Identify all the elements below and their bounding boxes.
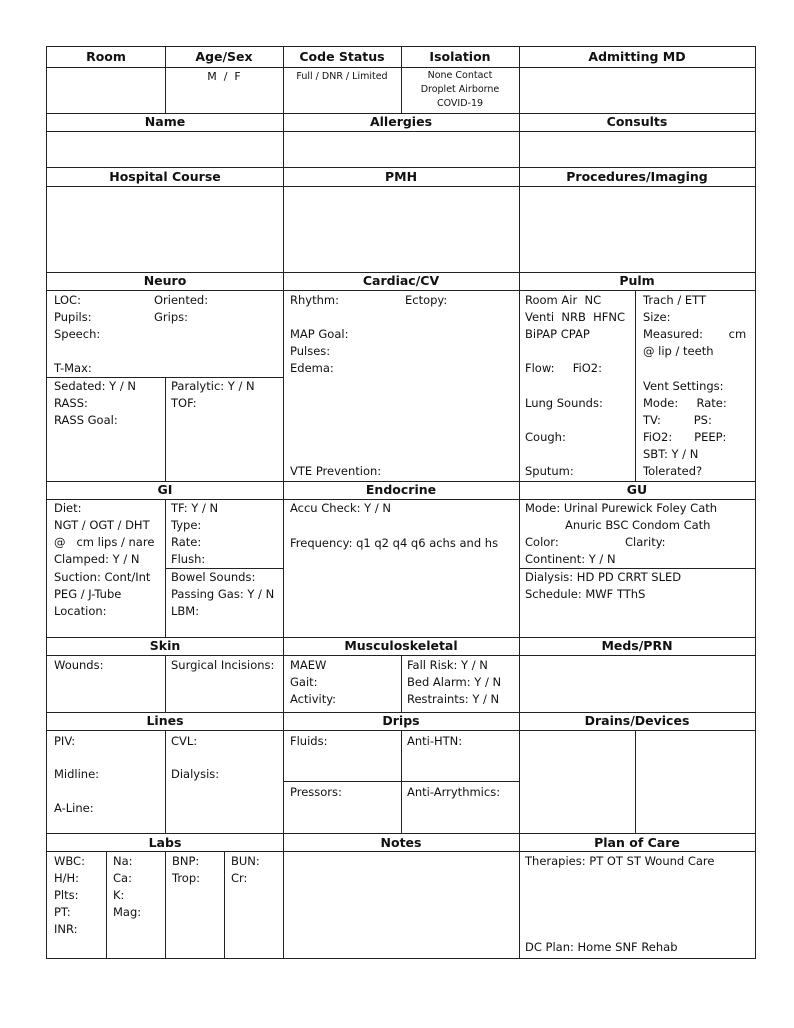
- neuro-pupils: Pupils:: [54, 310, 92, 324]
- pmh-header: PMH: [384, 169, 418, 184]
- notes-header: Notes: [380, 835, 422, 850]
- divider: [47, 167, 755, 168]
- endocrine-header: Endocrine: [365, 482, 437, 497]
- pulm-fio2-peep: FiO2: PEEP:: [643, 430, 727, 444]
- lines-aline: A-Line:: [54, 801, 94, 815]
- code-status-options[interactable]: Full / DNR / Limited: [296, 71, 388, 82]
- gu-header: GU: [626, 482, 648, 497]
- pulm-o2-line2: Venti NRB HFNC: [525, 310, 626, 324]
- gi-at-cm: @ cm lips / nare: [54, 535, 155, 549]
- endocrine-accu-check: Accu Check: Y / N: [290, 501, 391, 515]
- neuro-rass: RASS:: [54, 396, 88, 410]
- drips-header: Drips: [382, 713, 420, 728]
- drips-pressors: Pressors:: [290, 785, 342, 799]
- isolation-option-3[interactable]: COVID-19: [436, 98, 484, 109]
- gi-ngt: NGT / OGT / DHT: [54, 518, 150, 532]
- gi-type: Type:: [171, 518, 202, 532]
- divider: [401, 655, 402, 712]
- pulm-size: Size:: [643, 310, 671, 324]
- neuro-tmax: T-Max:: [54, 361, 92, 375]
- drains-header: Drains/Devices: [584, 713, 690, 728]
- gi-passing-gas: Passing Gas: Y / N: [171, 587, 275, 601]
- gu-color: Color:: [525, 535, 559, 549]
- divider: [47, 186, 755, 187]
- cardiac-pulses: Pulses:: [290, 344, 331, 358]
- plan-dc-plan: DC Plan: Home SNF Rehab: [525, 940, 678, 954]
- gi-bowel-sounds: Bowel Sounds:: [171, 570, 256, 584]
- gu-continent: Continent: Y / N: [525, 552, 616, 566]
- lab-bnp: BNP:: [172, 854, 200, 868]
- isolation-option-1[interactable]: None Contact: [427, 70, 493, 81]
- pulm-tolerated: Tolerated?: [643, 464, 703, 478]
- drips-anti-htn: Anti-HTN:: [407, 734, 463, 748]
- msk-bed-alarm: Bed Alarm: Y / N: [407, 675, 502, 689]
- pulm-lip-teeth: @ lip / teeth: [643, 344, 714, 358]
- hospital-course-header: Hospital Course: [109, 169, 221, 184]
- consults-header: Consults: [606, 114, 668, 129]
- gu-schedule: Schedule: MWF TThS: [525, 587, 646, 601]
- lab-plts: Plts:: [54, 888, 79, 902]
- msk-maew: MAEW: [290, 658, 327, 672]
- neuro-rass-goal: RASS Goal:: [54, 413, 118, 427]
- pulm-o2-line1: Room Air NC: [525, 293, 602, 307]
- pulm-trach: Trach / ETT: [643, 293, 707, 307]
- divider: [165, 499, 166, 637]
- endocrine-frequency: Frequency: q1 q2 q4 q6 achs and hs: [290, 536, 499, 550]
- neuro-header: Neuro: [143, 273, 187, 288]
- meds-header: Meds/PRN: [601, 638, 673, 653]
- lab-cr: Cr:: [231, 871, 248, 885]
- gi-header: GI: [157, 482, 173, 497]
- pulm-sbt: SBT: Y / N: [643, 447, 699, 461]
- divider: [47, 833, 755, 834]
- gi-flush: Flush:: [171, 552, 206, 566]
- isolation-header: Isolation: [429, 49, 491, 64]
- gi-peg: PEG / J-Tube: [54, 587, 122, 601]
- isolation-option-2[interactable]: Droplet Airborne: [420, 84, 500, 95]
- neuro-loc: LOC:: [54, 293, 81, 307]
- plan-header: Plan of Care: [594, 835, 680, 850]
- lab-wbc: WBC:: [54, 854, 85, 868]
- pulm-tv-ps: TV: PS:: [643, 413, 712, 427]
- lab-mag: Mag:: [113, 905, 142, 919]
- lab-k: K:: [113, 888, 125, 902]
- divider: [106, 851, 107, 958]
- labs-header: Labs: [148, 835, 182, 850]
- neuro-grips: Grips:: [154, 310, 189, 324]
- lab-ca: Ca:: [113, 871, 132, 885]
- gi-rate: Rate:: [171, 535, 202, 549]
- cardiac-map-goal: MAP Goal:: [290, 327, 349, 341]
- nursing-report-sheet: [46, 46, 756, 959]
- lab-hh: H/H:: [54, 871, 80, 885]
- neuro-paralytic: Paralytic: Y / N: [171, 379, 255, 393]
- divider: [224, 851, 225, 958]
- cardiac-edema: Edema:: [290, 361, 334, 375]
- pulm-header: Pulm: [619, 273, 655, 288]
- gi-diet: Diet:: [54, 501, 82, 515]
- procedures-header: Procedures/Imaging: [566, 169, 708, 184]
- admitting-md-header: Admitting MD: [588, 49, 686, 64]
- room-header: Room: [86, 49, 126, 64]
- lab-bun: BUN:: [231, 854, 260, 868]
- pulm-cough: Cough:: [525, 430, 566, 444]
- skin-wounds: Wounds:: [54, 658, 104, 672]
- gu-clarity: Clarity:: [625, 535, 666, 549]
- code-status-header: Code Status: [299, 49, 385, 64]
- plan-therapies: Therapies: PT OT ST Wound Care: [525, 854, 715, 868]
- pulm-o2-line3: BiPAP CPAP: [525, 327, 590, 341]
- divider: [401, 730, 402, 833]
- lines-midline: Midline:: [54, 767, 100, 781]
- gu-dialysis: Dialysis: HD PD CRRT SLED: [525, 570, 682, 584]
- age-sex-options[interactable]: M / F: [207, 70, 241, 83]
- gi-suction: Suction: Cont/Int: [54, 570, 151, 584]
- gu-mode: Mode: Urinal Purewick Foley Cath: [525, 501, 718, 515]
- name-header: Name: [144, 114, 186, 129]
- neuro-sedated: Sedated: Y / N: [54, 379, 136, 393]
- gi-lbm: LBM:: [171, 604, 200, 618]
- pulm-mode-rate: Mode: Rate:: [643, 396, 727, 410]
- cardiac-rhythm: Rhythm:: [290, 293, 339, 307]
- msk-fall-risk: Fall Risk: Y / N: [407, 658, 488, 672]
- gi-clamped: Clamped: Y / N: [54, 552, 140, 566]
- skin-header: Skin: [149, 638, 181, 653]
- cardiac-vte: VTE Prevention:: [290, 464, 382, 478]
- pulm-measured: Measured: cm: [643, 327, 747, 341]
- pulm-sputum: Sputum:: [525, 464, 574, 478]
- divider: [47, 290, 755, 291]
- skin-surgical: Surgical Incisions:: [171, 658, 275, 672]
- lab-pt: PT:: [54, 905, 71, 919]
- msk-restraints: Restraints: Y / N: [407, 692, 500, 706]
- lab-na: Na:: [113, 854, 133, 868]
- gu-mode2: Anuric BSC Condom Cath: [565, 518, 711, 532]
- divider: [47, 131, 755, 132]
- lab-inr: INR:: [54, 922, 78, 936]
- lab-trop: Trop:: [172, 871, 201, 885]
- divider: [165, 851, 166, 958]
- neuro-speech: Speech:: [54, 327, 101, 341]
- gi-tf: TF: Y / N: [171, 501, 219, 515]
- age-sex-header: Age/Sex: [195, 49, 253, 64]
- lines-piv: PIV:: [54, 734, 76, 748]
- divider: [47, 851, 755, 852]
- pulm-vent-settings: Vent Settings:: [643, 379, 724, 393]
- cardiac-header: Cardiac/CV: [362, 273, 440, 288]
- drips-anti-arrythmics: Anti-Arrythmics:: [407, 785, 501, 799]
- allergies-header: Allergies: [369, 114, 433, 129]
- lines-cvl: CVL:: [171, 734, 198, 748]
- msk-header: Musculoskeletal: [344, 638, 458, 653]
- drips-fluids: Fluids:: [290, 734, 328, 748]
- pulm-flow: Flow: FiO2:: [525, 361, 602, 375]
- neuro-oriented: Oriented:: [154, 293, 209, 307]
- divider: [165, 377, 166, 481]
- divider: [635, 730, 636, 833]
- divider: [635, 290, 636, 481]
- pulm-lung-sounds: Lung Sounds:: [525, 396, 603, 410]
- msk-activity: Activity:: [290, 692, 337, 706]
- neuro-tof: TOF:: [171, 396, 197, 410]
- lines-header: Lines: [146, 713, 184, 728]
- msk-gait: Gait:: [290, 675, 318, 689]
- gi-location: Location:: [54, 604, 107, 618]
- lines-dialysis: Dialysis:: [171, 767, 220, 781]
- divider: [165, 655, 166, 712]
- cardiac-ectopy: Ectopy:: [405, 293, 448, 307]
- divider: [165, 730, 166, 833]
